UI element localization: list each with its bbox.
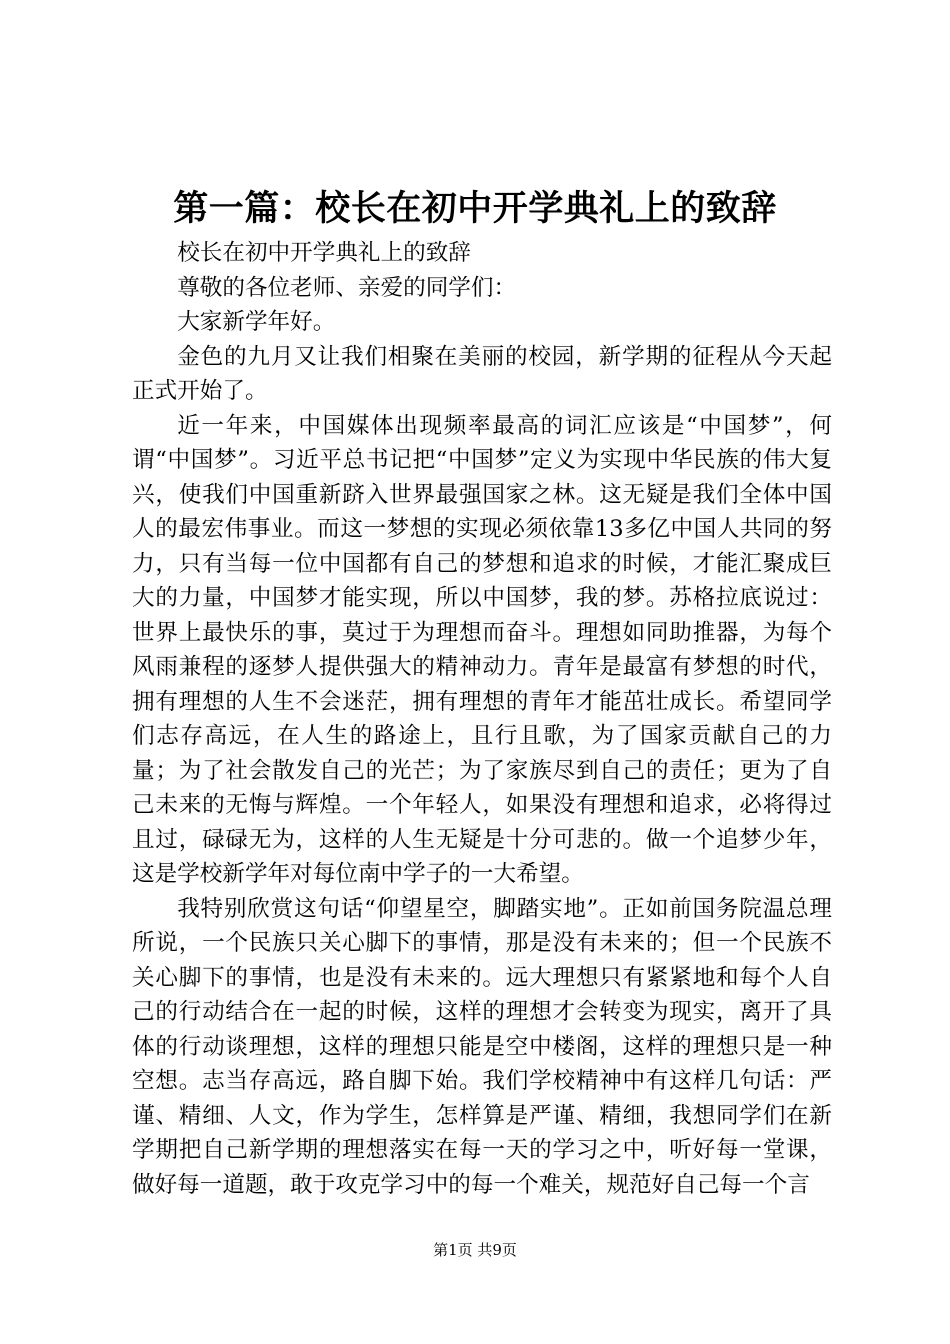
page-number-footer: 第1页 共9页 xyxy=(433,1241,517,1259)
paragraph-chinese-dream: 近一年来，中国媒体出现频率最高的词汇应该是“中国梦”，何谓“中国梦”。习近平总书记把“中国梦”定义为实现中华民族的伟大复兴，使我们中国重新跻入世界最强国家之林。这无疑是我们全体中国人的最宏伟事业。而这一梦想的实现必须依靠13多亿中国人共同的努力，只有当每一位中国都有自己的梦想和追求的时候，才能汇聚成巨大的力量，中国梦才能实现，所以中国梦，我的梦。苏格拉底说过：世界上最快乐的事，莫过于为理想而奋斗。理想如同助推器，为每个风雨兼程的逐梦人提供强大的精神动力。青年是最富有梦想的时代，拥有理想的人生不会迷茫，拥有理想的青年才能茁壮成长。希望同学们志存高远，在人生的路途上，且行且歌，为了国家贡献自己的力量；为了社会散发自己的光芒；为了家族尽到自己的责任；更为了自己未来的无悔与辉煌。一个年轻人，如果没有理想和追求，必将得过且过，碌碌无为，这样的人生无疑是十分可悲的。做一个追梦少年，这是学校新学年对每位南中学子的一大希望。 xyxy=(132,412,832,887)
paragraph-opening: 金色的九月又让我们相聚在美丽的校园，新学期的征程从今天起正式开始了。 xyxy=(132,343,832,404)
document-title: 第一篇：校长在初中开学典礼上的致辞 xyxy=(173,189,777,229)
salutation: 尊敬的各位老师、亲爱的同学们： xyxy=(177,274,517,301)
paragraph-stars-ground: 我特别欣赏这句话“仰望星空，脚踏实地”。正如前国务院温总理所说，一个民族只关心脚下的事情，那是没有未来的；但一个民族不关心脚下的事情，也是没有未来的。远大理想只有紧紧地和每个人自己的行动结合在一起的时候，这样的理想才会转变为现实，离开了具体的行动谈理想，这样的理想只能是空中楼阁，这样的理想只是一种空想。志当存高远，路自脚下始。我们学校精神中有这样几句话：严谨、精细、人文，作为学生，怎样算是严谨、精细，我想同学们在新学期把自己新学期的理想落实在每一天的学习之中，听好每一堂课，做好每一道题，敢于攻克学习中的每一个难关，规范好自己每一个言 xyxy=(132,895,832,1198)
speech-heading: 校长在初中开学典礼上的致辞 xyxy=(177,240,471,266)
greeting: 大家新学年好。 xyxy=(177,309,336,335)
document-body xyxy=(132,236,832,1202)
